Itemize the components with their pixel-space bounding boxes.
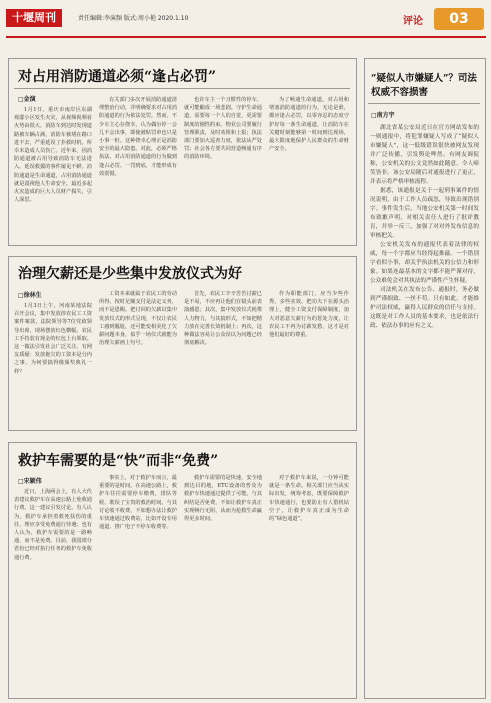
title-rule <box>368 103 480 104</box>
article-title: 救护车需要的是“快”而非“免费” <box>18 453 219 469</box>
article-column: 作为职能部门，应当少些作秀，多些实效。把功夫下在源头治理上，健全工资支付保障制度，加大对恶意欠薪行为的惩处力度，让农民工不再为讨薪发愁，这才是对他们最好的尊重。 <box>269 291 349 339</box>
article-column: 对于救护车来说，一分钟可能就是一条生命。相关部门应当从实际出发，统筹考虑，既要保障救护车快速通行，也要防止有人借机钻空子，让救护车真正成为生命的“绿色通道”。 <box>269 475 349 523</box>
page-number: 03 <box>434 8 484 30</box>
editorial-paragraph: 湖北省某公安局近日在官方网站发布的一则通报中，将犯罪嫌疑人写成了“疑似人市嫌疑人”，这一低级错误很快被网友发现并广泛传播，引发舆论哗然。有网友调侃称，公安机关的公文竟然如此随意，令人啼笑皆非。该公安局随后对通报进行了更正，并表示将严格审核流程。 <box>370 125 479 185</box>
article-column: 也许车主一个习惯性的停车，就可能酿成一场悲剧。守护生命通道，需要每一个人的自觉，更需要制度的刚性约束。物业公司要履行管理职责，及时劝阻和上报；执法部门要加大巡查力度，依法从严处罚；社会各方要共同营造畅通有序的消防环境。 <box>184 97 262 161</box>
article-author: □金演 <box>18 96 36 103</box>
masthead-logo: 十堰周刊 <box>6 9 62 27</box>
article-column: 救护车需要的是快速、安全地到达目的地，ETC设备的普及为救护车快速通过提供了可能。与其纠结是否免费，不如让救护车真正实现畅行无阻，从而为抢救生命赢得更多时间。 <box>184 475 262 523</box>
article-title: 治理欠薪还是少些集中发放仪式为好 <box>18 266 242 282</box>
editorial-paragraph: 司法机关在发布公告、通报时，务必做到严谨细致、一丝不苟。只有如此，才能维护司法权威，赢得人民群众的信任与支持。这既是对工作人员的基本要求，也是依法行政、依法办事的应有之义。 <box>370 287 479 329</box>
article-column: 首先，农民工辛辛苦苦讨薪已是不易，不应再让他们在镜头前表演感恩；其次，集中发放仪式耗费人力物力，与其搞形式，不如把精力放在完善长效机制上；再次，这种做法容易让公众误以为问题已经彻底解决。 <box>184 291 262 347</box>
editorial-paragraph: 公安机关发布的通报代表着法律的权威，每一个字都应当经得起推敲。一个错别字看似小事，却关乎执法机关的公信力和形象。如果连最基本的文字都不能严谨对待，公众难免会对其执法的严谨性产生怀疑。 <box>370 242 479 284</box>
article-author: □宋颖伟 <box>18 478 42 485</box>
page-header <box>0 0 491 36</box>
section-label: 评论 <box>403 16 423 27</box>
editorial-title: “疑似人市嫌疑人”？司法权威不容损害 <box>371 73 477 98</box>
editorial-body <box>370 124 479 692</box>
article-column: 近日，上海两会上，有人大代表建议救护车在高速公路上免收通行费。这一建议引发讨论。有人认为，救护车承担着救死扶伤的重任，理应享受免费通行待遇；也有人认为，救护车需要的是一路畅通，而不是免费。目前，我国部分省份已经对执行任务的救护车免收通行费。 <box>14 489 92 561</box>
article-author: □徐林生 <box>18 292 42 299</box>
header-rule <box>6 36 486 38</box>
article-column: 工资本来就属于农民工的劳动所得，按时足额支付是法定义务，而不是恩赐。把讨回的欠薪以集中发放仪式的形式呈现，不仅让农民工感到尴尬，还可能变相美化了欠薪问题本身，似乎一场仪式就能为治理欠薪画上句号。 <box>99 291 177 347</box>
article-column: 1月1日，重庆市南岸区东湖观邸小区发生火灾，从视频视频看火势由很大，消防车到达时发现道路被车辆占满，消防车被堵在路口进不去，严重延误了扑救时机。所幸未造成人员伤亡。近年来，因消防通道被占用导致消防车无法进入、延误救援的事件屡见不鲜。消防通道是生命通道，占用消防通道就是漠视他人生命安全。最近多起火灾造成的巨大人员财产损失，引人深思。 <box>14 107 92 204</box>
editor-info: 责任编辑:李演频 版式:周小艳 2020.1.10 <box>78 15 189 22</box>
article-column: 为了畅通生命通道，对占用和堵塞消防通道的行为，无论是谁，都应逢占必罚，以零容忍的态度守护好每一条生命通道，让消防车在关键时刻能够第一时间到达现场，最大限度地保护人民群众的生命财产安全。 <box>269 97 349 153</box>
editorial-author: □南方宇 <box>371 112 395 119</box>
article-column: 有关部门多次开展消防通道清理整治行动，并明确要求对占用消防通道的行为依法处罚。然而，不少车主心存侥幸，认为偶尔停一会儿不会出事，即使被贴罚单也只是小事一桩。这种侥幸心理正是消防安全的最大隐患。对此，必须严格执法，对占用消防通道的行为做到逢占必罚、一罚到底，才能形成有效震慑。 <box>99 97 177 177</box>
editorial-paragraph: 据悉，该通报是关于一起刑事案件的情况说明，由于工作人员疏忽，导致出现错别字。事件发生后，当地公安机关第一时间发布致歉声明，对相关责任人进行了批评教育，并举一反三，加强了对对外发布信息的审核把关。 <box>370 188 479 239</box>
article-title: 对占用消防通道必须“逢占必罚” <box>18 69 217 85</box>
article-column: 事实上，对于救护车而言，最重要的是时间。在高速公路上，救护车往往需要停车缴费，排队等候，耽误了宝贵的救治时间。与其讨论收不收费，不如想办法让救护车快速通过收费站，比如开设专用通道、推广电子不停车收费等。 <box>99 475 177 531</box>
title-rule <box>14 88 350 89</box>
article-column: 1月3日上午，河南某地法院召开会议，集中发放涉农民工工资案件案款，法院领导等7位党政领导出席，现场摆放红色横幅，农民工手持装有现金的红包上台领取。这一做法引发社会广泛关注。有网友质疑：发放拖欠的工资本是分内之事，为何要搞得像颁奖典礼一样？ <box>14 303 92 375</box>
